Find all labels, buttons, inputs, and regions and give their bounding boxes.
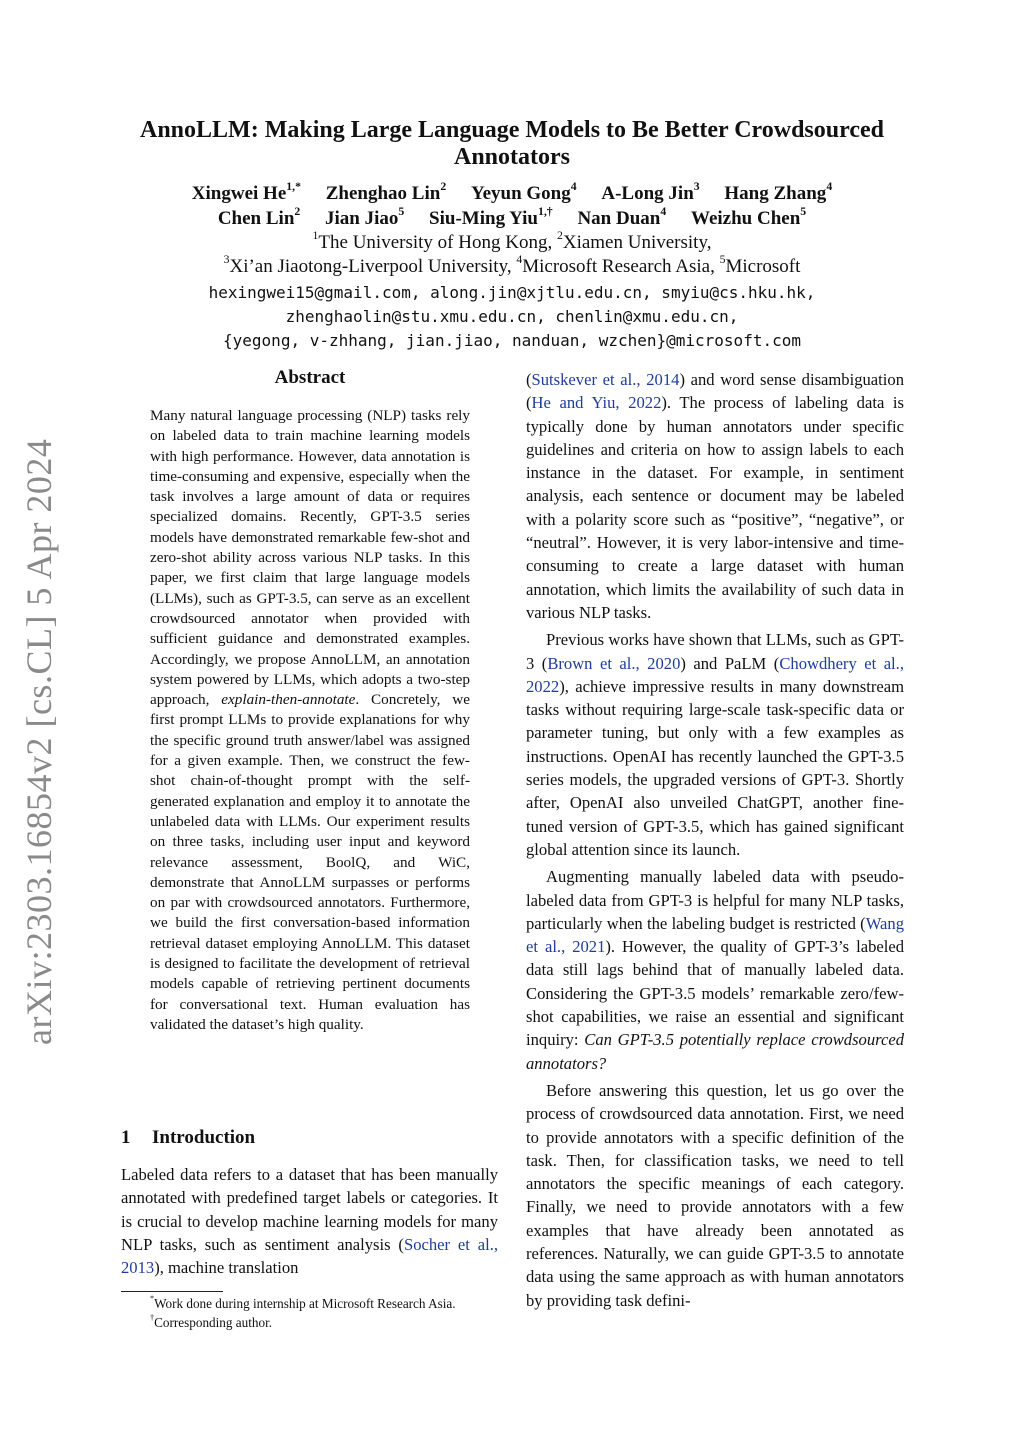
- author-list: [110, 181, 914, 231]
- right-column: [526, 368, 904, 1316]
- author: Nan Duan$^4$: [577, 204, 667, 229]
- author: Yeyun Gong$^4$: [470, 179, 577, 204]
- email-list: [110, 281, 914, 353]
- paragraph: Augmenting manually labeled data with pseudo-labeled data from GPT-3 is helpful for many NLP tasks, particularly when the labeling budget is restricted (Wang et al., 2021). However, the quality of GPT-3’s labeled data still lags behind that of manually labeled data. Considering the GPT-3.5 models’ remarkable zero/few-shot capabilities, we raise an essential and significant inquiry: Can GPT-3.5 potentially replace crowdsourced annotators?: [526, 867, 905, 1073]
- email-line: hexingwei15@gmail.com, along.jin@xjtlu.edu.cn, smyiu@cs.hku.hk,: [208, 283, 816, 302]
- author: Weizhu Chen$^5$: [691, 204, 807, 229]
- citation-link[interactable]: Socher et al., 2013: [121, 1234, 499, 1278]
- abstract-heading: Abstract: [274, 367, 346, 388]
- citation-link[interactable]: Chowdhery et al., 2022: [526, 653, 904, 696]
- author: Chen Lin$^2$: [217, 204, 301, 229]
- arxiv-identifier: arXiv:2303.16854v2 [cs.CL] 5 Apr 2024: [19, 438, 59, 1045]
- paragraph: Previous works have shown that LLMs, such as GPT-3 (Brown et al., 2020) and PaLM (Chowdhery et al., 2022), achieve impressive results in many downstream tasks without requiring large-scale task-specific data or parameter tuning, but only with a few examples as instructions. OpenAI has recently launched the GPT-3.5 series models, the upgraded versions of GPT-3. Shortly after, OpenAI also unveiled ChatGPT, another fine-tuned version of GPT-3.5, which has gained significant global attention since its launch.: [526, 630, 904, 859]
- affiliation-line: $^1$The University of Hong Kong, $^2$Xiamen University,: [312, 228, 712, 253]
- introduction-paragraph: Labeled data refers to a dataset that has been manually annotated with predefined target labels or categories. It is crucial to develop machine learning models for many NLP tasks, such as sentiment analysis (Socher et al., 2013), machine translation: [121, 1165, 499, 1278]
- author: A-Long Jin$^3$: [601, 179, 700, 204]
- affiliation-line: $^3$Xi’an Jiaotong-Liverpool University, $^4$Microsoft Research Asia, $^5$Microsoft: [223, 252, 801, 277]
- author-row: [110, 181, 914, 206]
- email-line: {yegong, v-zhhang, jian.jiao, nanduan, wzchen}@microsoft.com: [223, 331, 801, 350]
- paragraph: (Sutskever et al., 2014) and word sense disambiguation (He and Yiu, 2022). The process of labeling data is typically done by human annotators under specific guidelines and criteria on how to assign labels to each instance in the dataset. For example, in sentiment analysis, each sentence or document may be labeled with a polarity score such as “positive”, “negative”, or “neutral”. However, it is very labor-intensive and time-consuming to create a large dataset with human annotation, which limits the availability of such data in various NLP tasks.: [526, 370, 905, 622]
- author: Zhenghao Lin$^2$: [325, 179, 447, 204]
- footnote-divider: [121, 1291, 223, 1292]
- author: Xingwei $He^{1,*}$: [191, 179, 301, 204]
- section-heading-introduction: 1 Introduction: [121, 1127, 256, 1148]
- citation-link[interactable]: Wang et al., 2021: [526, 913, 904, 957]
- footnotes: [150, 1294, 510, 1332]
- abstract-body: Many natural language processing (NLP) tasks rely on labeled data to train machine learning models with high performance. However, data annotation is time-consuming and expensive, especially when the task involves a large amount of data or requires specialized domains. Recently, GPT-3.5 series models have demonstrated remarkable few-shot and zero-shot ability across various NLP tasks. In this paper, we first claim that large language models (LLMs), such as GPT-3.5, can serve as an excellent crowdsourced annotator when provided with sufficient guidance and demonstrated examples. Accordingly, we propose AnnoLLM, an annotation system powered by LLMs, which adopts a two-step approach, explain-then-annotate. Concretely, we first prompt LLMs to provide explanations for why the specific ground truth answer/label was assigned for a given example. Then, we construct the few-shot chain-of-thought prompt with the self-generated explanation and employ it to annotate the unlabeled data with LLMs. Our experiment results on three tasks, including user input and keyword relevance assessment, BoolQ, and WiC, demonstrate that AnnoLLM surpasses or performs on par with crowdsourced annotators. Furthermore, we build the first conversation-based information retrieval dataset employing AnnoLLM. This dataset is designed to facilitate the development of retrieval models capable of retrieving pertinent documents for conversational text. Human evaluation has validated the dataset’s high quality.: [150, 407, 470, 1033]
- citation-link[interactable]: Brown et al., 2020: [547, 653, 681, 673]
- citation-link[interactable]: He and Yiu, 2022: [531, 393, 662, 413]
- footnote: *Work done during internship at Microsoft Research Asia.: [150, 1294, 456, 1311]
- author: Hang Zhang$^4$: [724, 179, 833, 204]
- email-line: zhenghaolin@stu.xmu.edu.cn, chenlin@xmu.edu.cn,: [285, 307, 739, 326]
- affiliations: [110, 228, 914, 279]
- author: Jian Jiao$^5$: [325, 204, 405, 229]
- author: Siu-Ming Yiu$^{1,\dagger}$: [429, 204, 553, 229]
- paragraph: Before answering this question, let us go over the process of crowdsourced data annotation. First, we need to provide annotators with a specific definition of the task. Then, for classification tasks, we need to tell annotators the specific meanings of each category. Finally, we need to provide annotators with a few examples that have already been annotated as references. Naturally, we can guide GPT-3.5 to annotate data using the same approach as with human annotators by providing task defini-: [526, 1080, 904, 1310]
- footnote: †Corresponding author.: [150, 1313, 273, 1330]
- citation-link[interactable]: Sutskever et al., 2014: [531, 370, 680, 389]
- author-row: [110, 206, 914, 231]
- paper-title: AnnoLLM: Making Large Language Models to Be Better Crowdsourced Annotators: [140, 117, 884, 170]
